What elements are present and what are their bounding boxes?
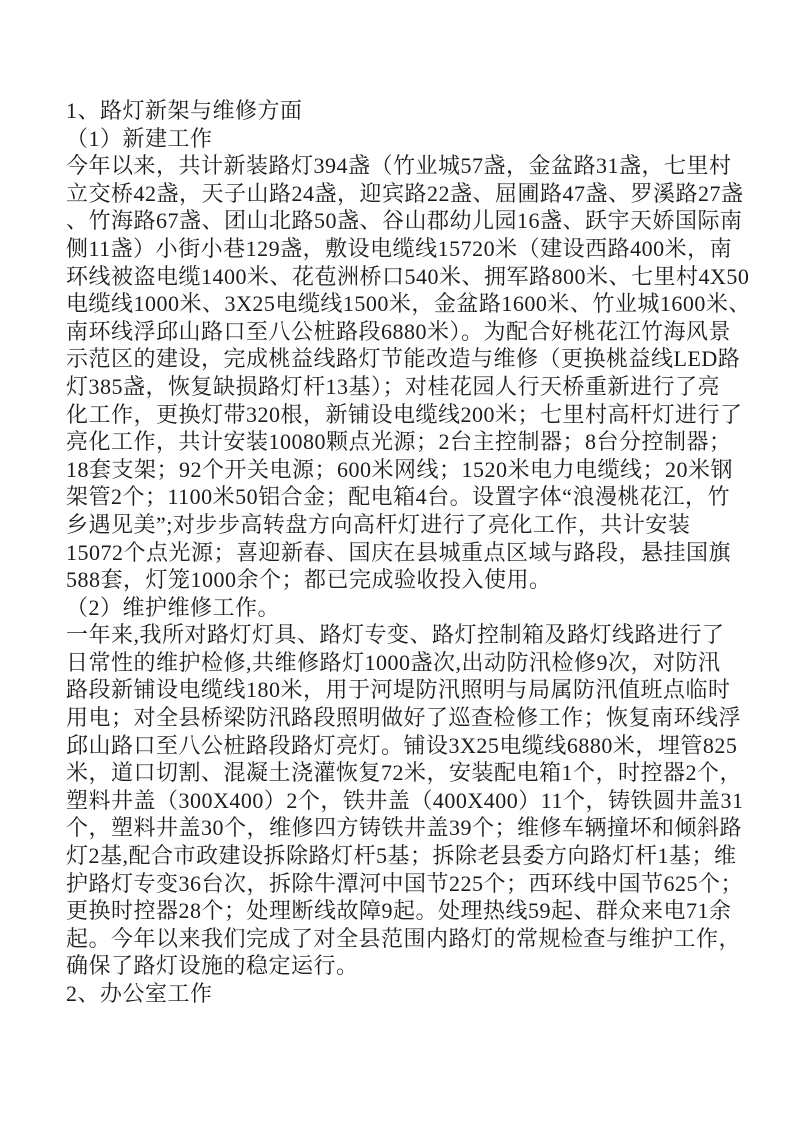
subsection-heading: （1）新建工作	[66, 125, 213, 151]
section-heading: 2、办公室工作	[66, 981, 213, 1006]
text-line: 塑料井盖（300X400）2个，铁井盖（400X400）11个，铸铁圆井盖31	[66, 787, 744, 813]
text-line: 个，塑料井盖30个，维修四方铸铁井盖39个；维修车辆撞坏和倾斜路	[66, 815, 743, 841]
text-line: 电缆线1000米、3X25电缆线1500米，金盆路1600米、竹业城1600米、	[66, 291, 751, 317]
text-line: 18套支架；92个开关电源；600米网线；1520米电力电缆线；20米钢	[66, 456, 734, 482]
text-line: 确保了路灯设施的稳定运行。	[66, 953, 359, 979]
document-text-block	[66, 97, 778, 1008]
text-line: 环线被盗电缆1400米、花苞洲桥口540米、拥军路800米、七里村4X50	[66, 263, 750, 289]
text-line: 起。今年以来我们完成了对全县范围内路灯的常规检查与维护工作，	[66, 925, 742, 951]
text-line: 米，道口切割、混凝土浇灌恢复72米，安装配电箱1个，时控器2个，	[66, 760, 743, 786]
text-line: 今年以来，共计新装路灯394盏（竹业城57盏，金盆路31盏，七里村	[66, 153, 732, 179]
text-line: 化工作，更换灯带320根，新铺设电缆线200米；七里村高杆灯进行了	[66, 401, 743, 427]
text-line: 588套，灯笼1000余个；都已完成验收投入使用。	[66, 567, 552, 593]
subsection-heading: （2）维护维修工作。	[66, 594, 281, 620]
text-line: 亮化工作，共计安装10080颗点光源；2台主控制器；8台分控制器；	[66, 429, 732, 455]
text-line: 护路灯专变36台次，拆除牛潭河中国节225个；西环线中国节625个；	[66, 870, 744, 896]
text-line: 15072个点光源；喜迎新春、国庆在县城重点区域与路段，悬挂国旗	[66, 539, 732, 565]
text-line: 灯385盏，恢复缺损路灯杆13基）；对桂花园人行天桥重新进行了亮	[66, 373, 721, 399]
text-line: 用电；对全县桥梁防汛路段照明做好了巡查检修工作；恢复南环线浮	[66, 705, 742, 731]
text-line: 灯2基,配合市政建设拆除路灯杆5基；拆除老县委方向路灯杆1基；维	[66, 843, 737, 869]
text-line: 乡遇见美”;对步步高转盘方向高杆灯进行了亮化工作，共计安装	[66, 511, 691, 537]
text-line: 邱山路口至八公桩路段路灯亮灯。铺设3X25电缆线6880米，埋管825	[66, 732, 738, 758]
text-line: 南环线浮邱山路口至八公桩路段6880米）。为配合好桃花江竹海风景	[66, 318, 732, 344]
text-line: 立交桥42盏，天子山路24盏，迎宾路22盏、屈圃路47盏、罗溪路27盏	[66, 180, 744, 206]
text-line: 示范区的建设，完成桃益线路灯节能改造与维修（更换桃益线LED路	[66, 346, 741, 372]
text-line: 更换时控器28个；处理断线故障9起。处理热线59起、群众来电71余	[66, 898, 732, 924]
section-heading: 1、路灯新架与维修方面	[66, 98, 303, 123]
text-line: 侧11盏）小街小巷129盏，敷设电缆线15720米（建设西路400米，南	[66, 235, 733, 261]
text-line: 路段新铺设电缆线180米，用于河堤防汛照明与局属防汛值班点临时	[66, 677, 731, 703]
text-line: 、竹海路67盏、团山北路50盏、谷山郡幼儿园16盏、跃宇天娇国际南	[66, 208, 743, 234]
text-line: 一年来,我所对路灯灯具、路灯专变、路灯控制箱及路灯线路进行了	[66, 622, 725, 648]
text-line: 日常性的维护检修,共维修路灯1000盏次,出动防汛检修9次，对防汛	[66, 649, 721, 675]
text-line: 架管2个；1100米50铝合金；配电箱4台。设置字体“浪漫桃花江，竹	[66, 484, 730, 510]
